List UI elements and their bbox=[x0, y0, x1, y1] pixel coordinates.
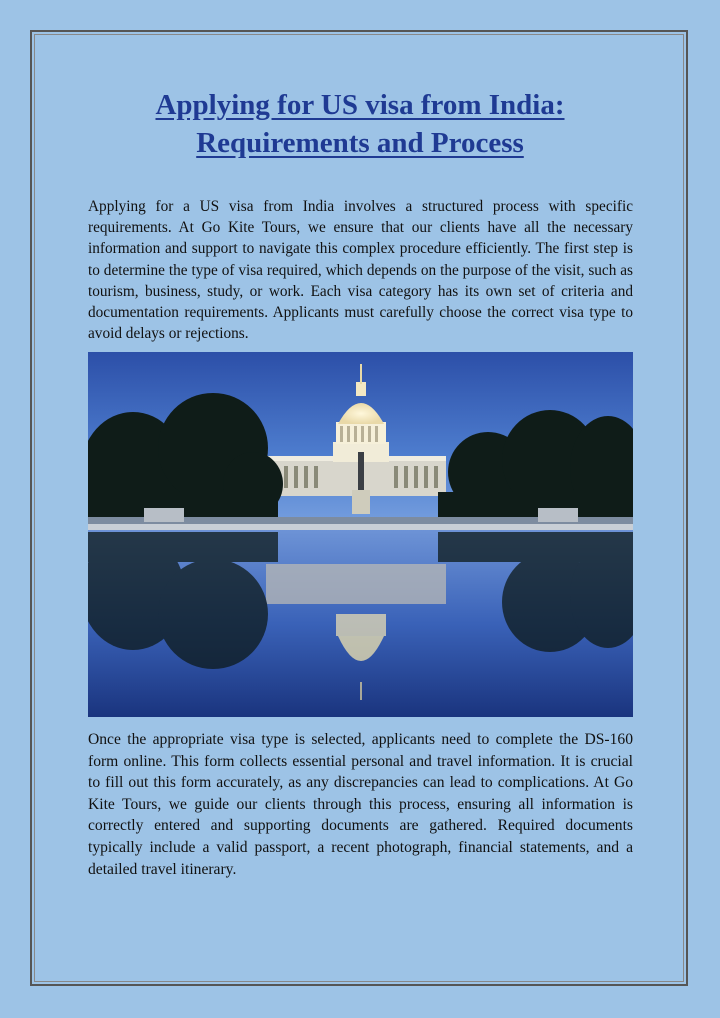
process-paragraph: Once the appropriate visa type is selected, applicants need to complete the DS-160 form online. This form collects essential personal and travel information. It is crucial to fill out this form accurately, as any discrepancies can lead to complications. At Go Kite Tours, we guide our clients through this process, ensuring all information is correctly entered and supporting documents are gathered. Required documents typically include a valid passport, a recent photograph, financial statements, and a detailed travel itinerary. bbox=[88, 731, 633, 878]
intro-paragraph: Applying for a US visa from India involves a structured process with specific requirements. At Go Kite Tours, we ensure that our clients have all the necessary information and support to navigate this complex procedure efficiently. The first step is to determine the type of visa required, which depends on the purpose of the visit, such as tourism, business, study, or work. Each visa category has its own set of criteria and documentation requirements. Applicants must carefully choose the correct visa type to avoid delays or rejections. bbox=[88, 198, 633, 343]
title-line-2: Requirements and Process bbox=[196, 127, 524, 159]
page-title bbox=[60, 86, 660, 162]
title-line-1: Applying for US visa from India: bbox=[155, 89, 565, 121]
us-capitol-photo bbox=[88, 352, 633, 717]
